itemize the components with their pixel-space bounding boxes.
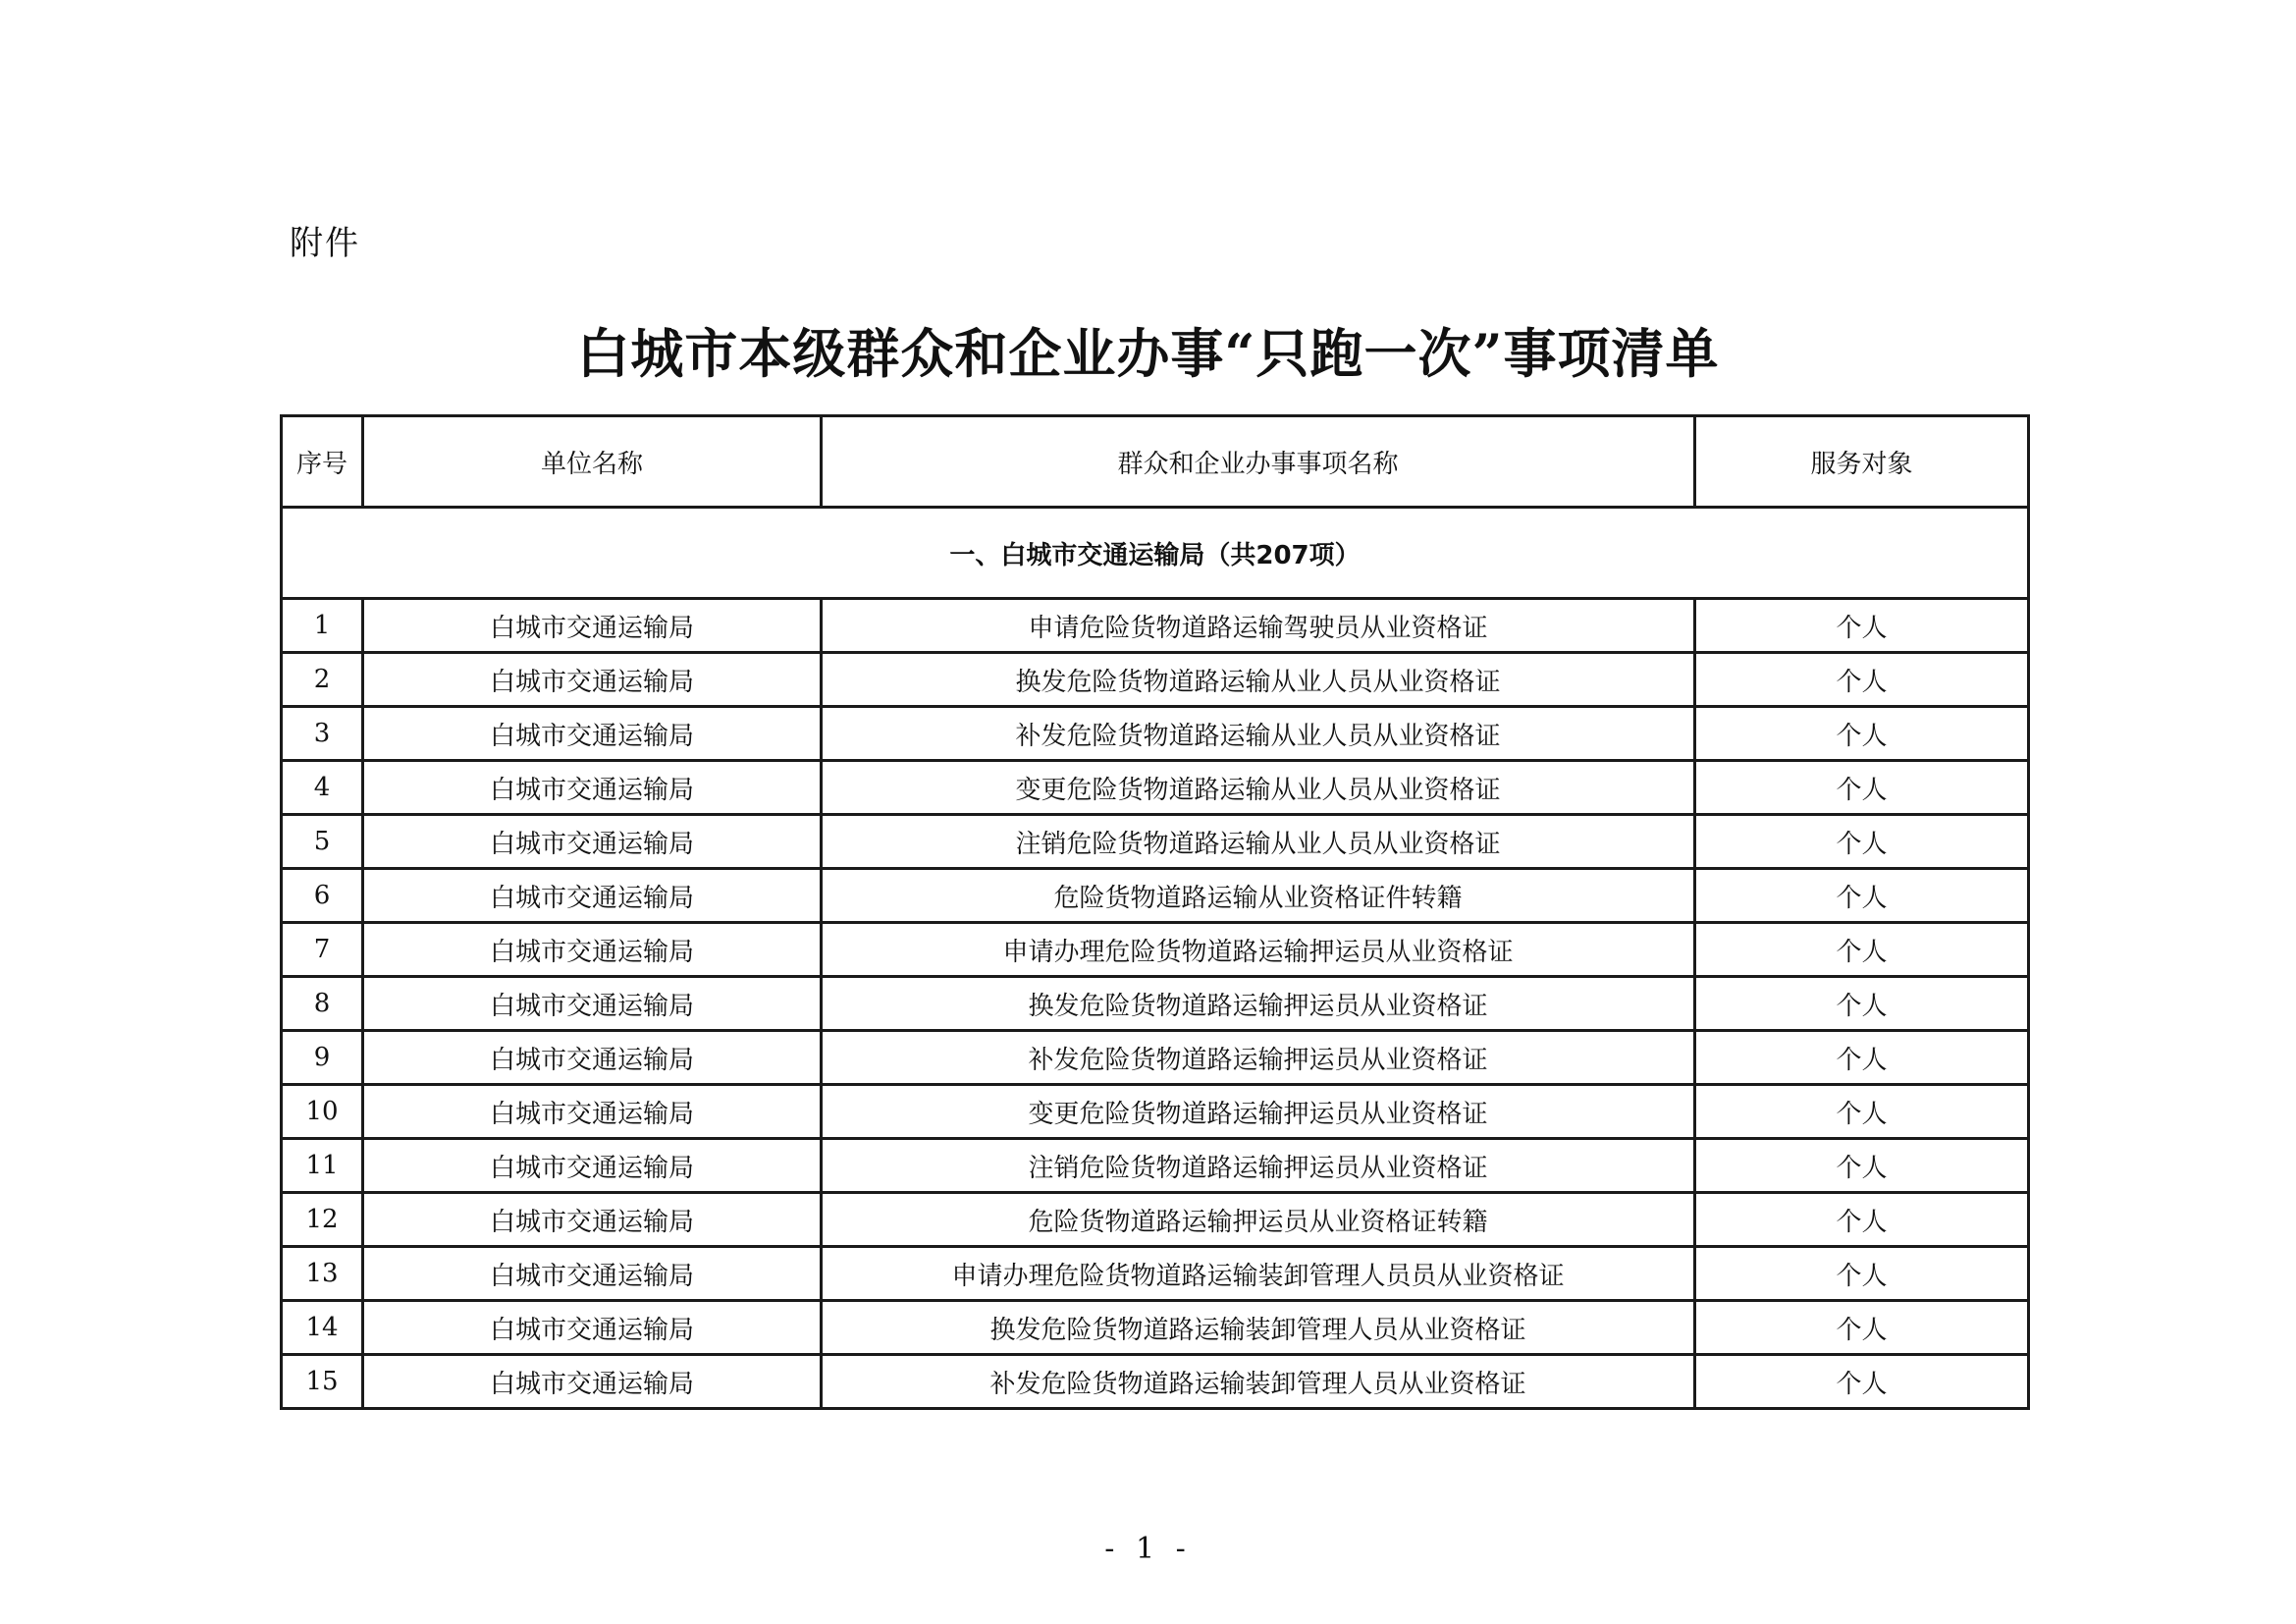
- cell-target: 个人: [1695, 1139, 2029, 1193]
- cell-item: 申请办理危险货物道路运输押运员从业资格证: [822, 923, 1695, 977]
- cell-seq: 6: [282, 869, 363, 923]
- header-row: [282, 416, 2029, 508]
- cell-unit: 白城市交通运输局: [363, 1139, 822, 1193]
- cell-unit: 白城市交通运输局: [363, 815, 822, 869]
- cell-seq: 10: [282, 1085, 363, 1139]
- cell-unit: 白城市交通运输局: [363, 1031, 822, 1085]
- cell-unit: 白城市交通运输局: [363, 1247, 822, 1301]
- table-row: [282, 599, 2029, 653]
- cell-seq: 4: [282, 761, 363, 815]
- section-title: 一、白城市交通运输局（共207项）: [282, 508, 2029, 599]
- cell-target: 个人: [1695, 815, 2029, 869]
- cell-unit: 白城市交通运输局: [363, 1355, 822, 1409]
- cell-item: 补发危险货物道路运输押运员从业资格证: [822, 1031, 1695, 1085]
- cell-unit: 白城市交通运输局: [363, 977, 822, 1031]
- table-row: [282, 1139, 2029, 1193]
- cell-unit: 白城市交通运输局: [363, 707, 822, 761]
- cell-seq: 14: [282, 1301, 363, 1355]
- cell-target: 个人: [1695, 1193, 2029, 1247]
- cell-item: 变更危险货物道路运输押运员从业资格证: [822, 1085, 1695, 1139]
- cell-item: 补发危险货物道路运输从业人员从业资格证: [822, 707, 1695, 761]
- cell-item: 注销危险货物道路运输押运员从业资格证: [822, 1139, 1695, 1193]
- cell-item: 换发危险货物道路运输装卸管理人员从业资格证: [822, 1301, 1695, 1355]
- cell-item: 危险货物道路运输从业资格证件转籍: [822, 869, 1695, 923]
- document-title: 白城市本级群众和企业办事“只跑一次”事项清单: [576, 322, 1720, 385]
- table-row: [282, 1193, 2029, 1247]
- cell-unit: 白城市交通运输局: [363, 761, 822, 815]
- cell-item: 注销危险货物道路运输从业人员从业资格证: [822, 815, 1695, 869]
- cell-target: 个人: [1695, 761, 2029, 815]
- cell-unit: 白城市交通运输局: [363, 923, 822, 977]
- table-row: [282, 1301, 2029, 1355]
- table-row: [282, 923, 2029, 977]
- header-unit: 单位名称: [363, 416, 822, 508]
- cell-item: 危险货物道路运输押运员从业资格证转籍: [822, 1193, 1695, 1247]
- cell-item: 补发危险货物道路运输装卸管理人员从业资格证: [822, 1355, 1695, 1409]
- cell-target: 个人: [1695, 1031, 2029, 1085]
- cell-seq: 7: [282, 923, 363, 977]
- table-row: [282, 1355, 2029, 1409]
- cell-item: 申请危险货物道路运输驾驶员从业资格证: [822, 599, 1695, 653]
- cell-item: 变更危险货物道路运输从业人员从业资格证: [822, 761, 1695, 815]
- table-row: [282, 1247, 2029, 1301]
- cell-target: 个人: [1695, 977, 2029, 1031]
- table-row: [282, 1085, 2029, 1139]
- cell-seq: 5: [282, 815, 363, 869]
- header-target: 服务对象: [1695, 416, 2029, 508]
- cell-unit: 白城市交通运输局: [363, 1085, 822, 1139]
- cell-unit: 白城市交通运输局: [363, 1301, 822, 1355]
- cell-seq: 1: [282, 599, 363, 653]
- cell-seq: 13: [282, 1247, 363, 1301]
- cell-target: 个人: [1695, 1301, 2029, 1355]
- cell-target: 个人: [1695, 1085, 2029, 1139]
- cell-seq: 9: [282, 1031, 363, 1085]
- table-row: [282, 815, 2029, 869]
- cell-item: 申请办理危险货物道路运输装卸管理人员员从业资格证: [822, 1247, 1695, 1301]
- cell-seq: 11: [282, 1139, 363, 1193]
- section-row: [282, 508, 2029, 599]
- table-row: [282, 869, 2029, 923]
- cell-target: 个人: [1695, 1355, 2029, 1409]
- table-body: [282, 508, 2029, 1409]
- cell-target: 个人: [1695, 923, 2029, 977]
- cell-seq: 12: [282, 1193, 363, 1247]
- header-item: 群众和企业办事事项名称: [822, 416, 1695, 508]
- cell-target: 个人: [1695, 707, 2029, 761]
- cell-unit: 白城市交通运输局: [363, 1193, 822, 1247]
- table-row: [282, 653, 2029, 707]
- cell-unit: 白城市交通运输局: [363, 869, 822, 923]
- cell-item: 换发危险货物道路运输押运员从业资格证: [822, 977, 1695, 1031]
- cell-seq: 3: [282, 707, 363, 761]
- page-number: - 1 -: [1104, 1532, 1192, 1566]
- cell-target: 个人: [1695, 599, 2029, 653]
- table-row: [282, 761, 2029, 815]
- matters-table: [280, 414, 2030, 1410]
- cell-seq: 2: [282, 653, 363, 707]
- attachment-label: 附件: [290, 224, 360, 263]
- cell-seq: 15: [282, 1355, 363, 1409]
- cell-seq: 8: [282, 977, 363, 1031]
- cell-item: 换发危险货物道路运输从业人员从业资格证: [822, 653, 1695, 707]
- cell-target: 个人: [1695, 869, 2029, 923]
- cell-target: 个人: [1695, 653, 2029, 707]
- cell-unit: 白城市交通运输局: [363, 653, 822, 707]
- table-header: [282, 416, 2029, 508]
- cell-target: 个人: [1695, 1247, 2029, 1301]
- table-row: [282, 707, 2029, 761]
- header-seq: 序号: [282, 416, 363, 508]
- cell-unit: 白城市交通运输局: [363, 599, 822, 653]
- table-row: [282, 977, 2029, 1031]
- table-row: [282, 1031, 2029, 1085]
